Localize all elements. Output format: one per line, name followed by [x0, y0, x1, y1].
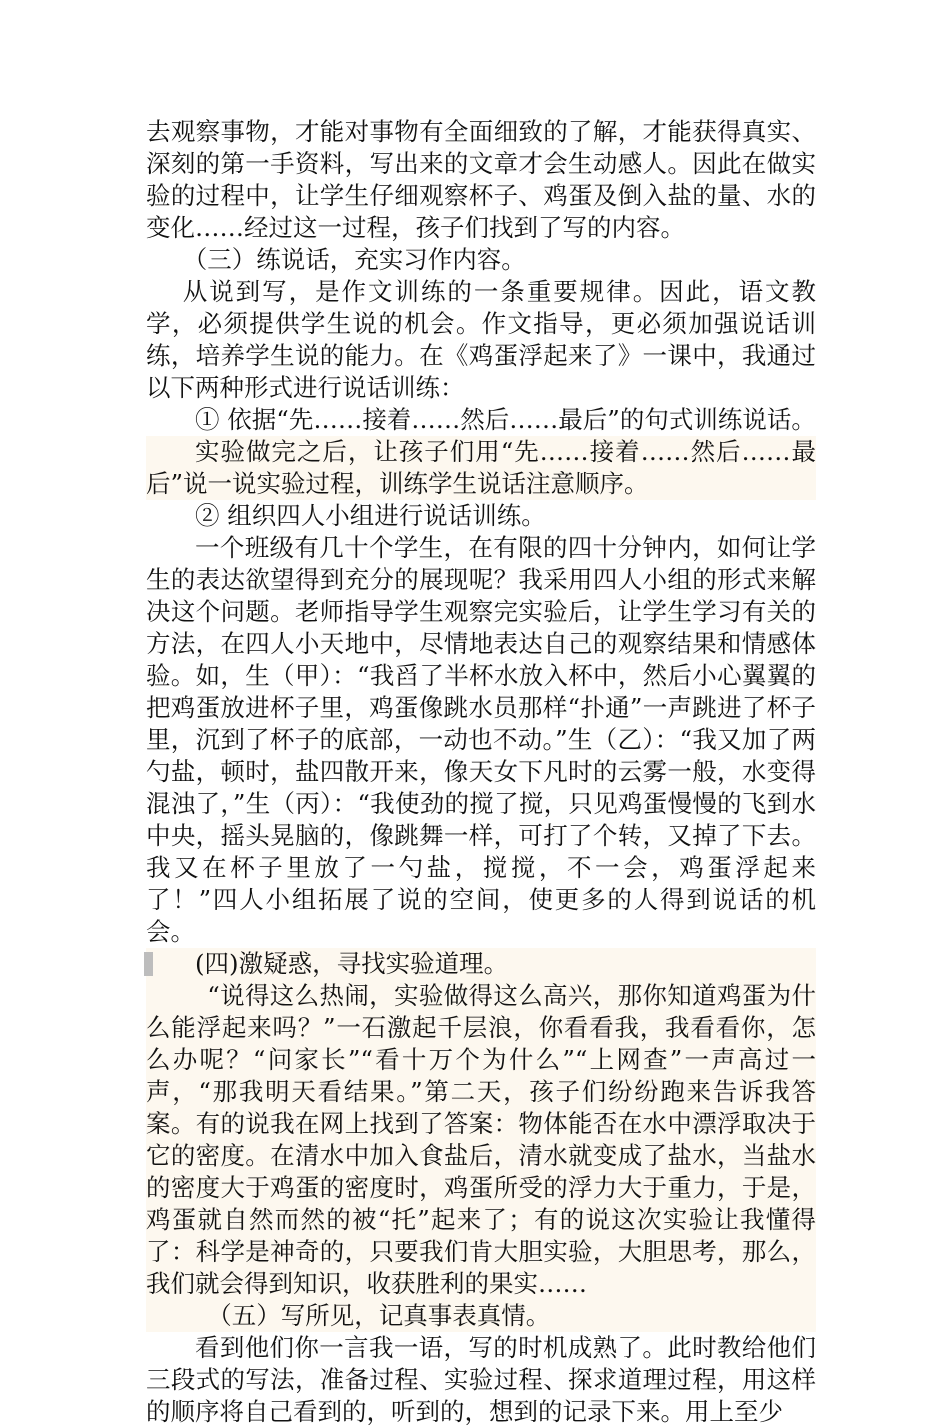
- heading-section-4: (四)激疑惑，寻找实验道理。: [195, 949, 509, 978]
- paragraph-writing: 看到他们你一言我一语，写的时机成熟了。此时教给他们三段式的写法，准备过程、实验过程、探求道理过程，用这样的顺序将自己看到的，听到的，想到的记录下来。用上至少: [146, 1333, 816, 1426]
- margin-marker: [144, 952, 153, 976]
- heading-section-3: （三）练说话，充实习作内容。: [182, 245, 526, 274]
- list-item-2: ② 组织四人小组进行说话训练。: [195, 501, 546, 530]
- list-item-1: ① 依据“先……接着……然后……最后”的句式训练说话。: [195, 405, 816, 434]
- paragraph-observation: 去观察事物，才能对事物有全面细致的了解，才能获得真实、深刻的第一手资料，写出来的文章才会生动感人。因此在做实验的过程中，让学生仔细观察杯子、鸡蛋及倒入盐的量、水的变化……经过这一过程，孩子们找到了写的内容。: [146, 117, 816, 242]
- paragraph-sequence-practice: 实验做完之后，让孩子们用“先……接着……然后……最后”说一说实验过程，训练学生说话注意顺序。: [146, 437, 816, 498]
- document-body: [146, 116, 816, 1428]
- heading-section-4-line: [146, 948, 816, 980]
- paragraph-speaking-training: 从说到写，是作文训练的一条重要规律。因此，语文教学，必须提供学生说的机会。作文指导，更必须加强说话训练，培养学生说的能力。在《鸡蛋浮起来了》一课中，我通过以下两种形式进行说话训练：: [146, 277, 816, 402]
- paragraph-experiment-reason: “说得这么热闹，实验做得这么高兴，那你知道鸡蛋为什么能浮起来吗？”一石激起千层浪，你看看我，我看看你，怎么办呢？“问家长”“看十万个为什么”“上网查”一声高过一声，“那我明天看结果。”第二天，孩子们纷纷跑来告诉我答案。有的说我在网上找到了答案：物体能否在水中漂浮取决于它的密度。在清水中加入食盐后，清水就变成了盐水，当盐水的密度大于鸡蛋的密度时，鸡蛋所受的浮力大于重力，于是，鸡蛋就自然而然的被“托”起来了；有的说这次实验让我懂得了：科学是神奇的，只要我们肯大胆实验，大胆思考，那么，我们就会得到知识，收获胜利的果实……: [146, 981, 816, 1298]
- heading-section-5: （五）写所见，记真事表真情。: [146, 1300, 816, 1332]
- paragraph-group-discussion: 一个班级有几十个学生，在有限的四十分钟内，如何让学生的表达欲望得到充分的展现呢？我采用四人小组的形式来解决这个问题。老师指导学生观察完实验后，让学生学习有关的方法，在四人小天地中，尽情地表达自己的观察结果和情感体验。如，生（甲）：“我舀了半杯水放入杯中，然后小心翼翼的把鸡蛋放进杯子里，鸡蛋像跳水员那样“扑通”一声跳进了杯子里，沉到了杯子的底部，一动也不动。”生（乙）：“我又加了两勺盐，顿时，盐四散开来，像天女下凡时的云雾一般，水变得混浊了，”生（丙）：“我使劲的搅了搅，只见鸡蛋慢慢的飞到水中央，摇头晃脑的，像跳舞一样，可打了个转，又掉了下去。我又在杯子里放了一勺盐，搅搅，不一会，鸡蛋浮起来了！”四人小组拓展了说的空间，使更多的人得到说话的机会。: [146, 533, 816, 946]
